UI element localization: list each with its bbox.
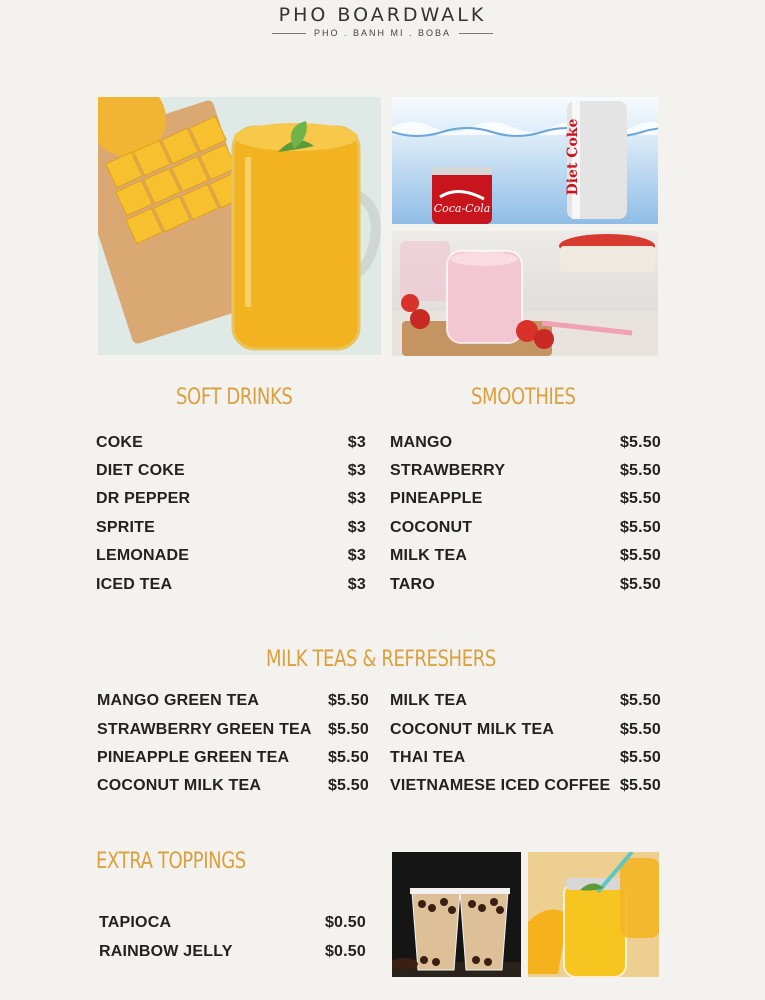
menu-item [390, 774, 661, 798]
tagline-divider-right [459, 33, 493, 34]
menu-item [99, 911, 366, 935]
menu-item [390, 516, 661, 540]
item-name: COCONUT MILK TEA [390, 721, 555, 738]
item-name: STRAWBERRY [390, 462, 506, 479]
menu-item [97, 746, 369, 770]
item-price: $5.50 [327, 721, 369, 738]
item-price: $0.50 [324, 943, 366, 960]
item-price: $3 [347, 576, 366, 593]
item-name: DR PEPPER [96, 490, 191, 507]
menu-item [97, 718, 369, 742]
item-name: MILK TEA [390, 547, 468, 564]
item-price: $5.50 [619, 547, 661, 564]
item-price: $3 [347, 490, 366, 507]
item-price: $5.50 [619, 490, 661, 507]
soft-drinks-title: SOFT DRINKS [176, 385, 293, 410]
item-name: COKE [96, 434, 144, 451]
strawberry-smoothie-photo [392, 231, 658, 356]
mango-lemonade-photo [528, 852, 659, 977]
item-price: $0.50 [324, 914, 366, 931]
menu-item [390, 573, 661, 597]
item-price: $3 [347, 519, 366, 536]
item-name: ICED TEA [96, 576, 173, 593]
menu-item [96, 573, 366, 597]
menu-item [390, 431, 661, 455]
menu-item [390, 718, 661, 742]
item-price: $5.50 [619, 434, 661, 451]
diet-coke-can-text: Diet Coke [565, 118, 581, 196]
menu-item [96, 431, 366, 455]
smoothies-title: SMOOTHIES [471, 385, 576, 410]
item-name: TARO [390, 576, 435, 593]
item-name: THAI TEA [390, 749, 466, 766]
brand-tagline: PHO . BANH MI . BOBA [313, 28, 452, 38]
boba-tea-photo [392, 852, 521, 977]
item-price: $5.50 [619, 749, 661, 766]
menu-item [390, 544, 661, 568]
menu-item [390, 459, 661, 483]
brand-name: PHO BOARDWALK [278, 4, 487, 26]
item-name: PINEAPPLE GREEN TEA [97, 749, 290, 766]
item-price: $5.50 [619, 576, 661, 593]
coke-cans-photo [392, 97, 658, 224]
item-price: $3 [347, 462, 366, 479]
item-name: MILK TEA [390, 692, 468, 709]
item-price: $5.50 [619, 519, 661, 536]
milk-teas-title: MILK TEAS & REFRESHERS [266, 647, 496, 672]
item-name: SPRITE [96, 519, 155, 536]
item-price: $3 [347, 547, 366, 564]
item-price: $5.50 [327, 692, 369, 709]
item-name: TAPIOCA [99, 914, 172, 931]
item-price: $5.50 [619, 721, 661, 738]
item-name: PINEAPPLE [390, 490, 483, 507]
item-name: MANGO [390, 434, 453, 451]
menu-item [97, 774, 369, 798]
menu-item [390, 689, 661, 713]
item-price: $5.50 [327, 749, 369, 766]
item-price: $3 [347, 434, 366, 451]
item-name: LEMONADE [96, 547, 190, 564]
menu-item [390, 746, 661, 770]
extra-toppings-title: EXTRA TOPPINGS [96, 849, 246, 874]
coke-can-text: Coca-Cola [433, 202, 491, 215]
item-name: MANGO GREEN TEA [97, 692, 260, 709]
item-price: $5.50 [619, 692, 661, 709]
item-price: $5.50 [619, 462, 661, 479]
tagline-divider-left [272, 33, 306, 34]
item-name: VIETNAMESE ICED COFFEE [390, 777, 611, 794]
item-name: STRAWBERRY GREEN TEA [97, 721, 312, 738]
menu-item [96, 516, 366, 540]
item-price: $5.50 [327, 777, 369, 794]
menu-item [390, 487, 661, 511]
menu-item [96, 487, 366, 511]
item-name: COCONUT MILK TEA [97, 777, 262, 794]
item-name: COCONUT [390, 519, 473, 536]
menu-item [97, 689, 369, 713]
menu-item [96, 459, 366, 483]
menu-item [96, 544, 366, 568]
item-name: DIET COKE [96, 462, 185, 479]
mango-smoothie-photo [98, 97, 381, 355]
item-price: $5.50 [619, 777, 661, 794]
brand-tagline-row [0, 28, 765, 38]
menu-item [99, 940, 366, 964]
item-name: RAINBOW JELLY [99, 943, 233, 960]
